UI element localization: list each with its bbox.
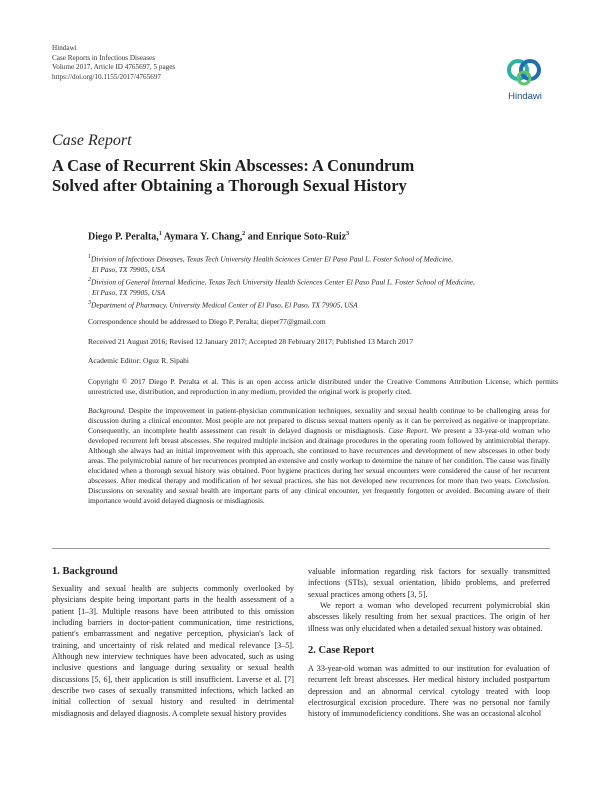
section-heading: 2. Case Report: [308, 645, 375, 656]
title-line: A Case of Recurrent Skin Abscesses: A Conundrum: [52, 156, 415, 175]
section-heading: 1. Background: [52, 566, 118, 577]
publication-dates: Received 21 August 2016; Revised 12 January 2017; Accepted 28 February 2017; Published 13 March 2017: [88, 337, 414, 346]
author-name: and Enrique Soto-Ruiz: [247, 231, 347, 243]
author-name: Aymara Y. Chang,: [163, 231, 243, 243]
affiliation: $^2$Division of General Internal Medicine, Texas Tech University Health Sciences Center El Paso Paul L. Foster School of Medicine, El Paso, TX 79905, USA: [88, 277, 475, 297]
author-list: Diego P. Peralta,$^1$ Aymara Y. Chang,$^2$ and Enrique Soto-Ruiz$^3$: [88, 231, 350, 243]
article-type: Case Report: [52, 132, 132, 149]
paragraph: Sexuality and sexual health are subjects commonly overlooked by physicians despite being important parts in the health assessment of a patient [1–3]. Multiple reasons have been attributed to this omission including barriers in doctor-patient communication, time restrictions, patient's embarrassment and negative perception, physician's lack of training, and uncertainty of risk related and medical relevance [3–5]. Although new interview techniques have been advocated, such as using inclusive questions and language during sexuality or sexual health discussions [5, 6], their application is still insufficient. Laverse et al. [7] describe two cases of sexually transmitted infections, which lacked an initial collection of sexual history and resulted in detrimental misdiagnosis and delayed diagnosis. A complete sexual history provides: [52, 584, 294, 718]
abstract-label: Conclusion.: [514, 476, 550, 486]
affiliation: $^1$Division of Infectious Diseases, Texas Tech University Health Sciences Center El Paso Paul L. Foster School of Medicine, El Paso, TX 79905, USA: [88, 254, 453, 274]
divider: [52, 548, 550, 549]
abstract-label: Case Report.: [388, 426, 429, 436]
abstract: Background. Despite the improvement in patient-physician communication techniques, sexuality and sexual health continue to be challenging areas for discussion during a clinical encounter. Most people are not prepared to discuss sexual matters openly as it can be perceived as negative or inappropriate. Consequently, an incomplete health assessment can result in delayed diagnosis or misdiagnosis. Case Report. We present a 33-year-old woman who developed recurrent left breast abscesses. She required multiple incision and drainage procedures in the operating room followed by antimicrobial therapy. Although she always had an initial improvement with this approach, she continued to have recurrences and development of new abscesses in other body areas. The polymicrobial nature of her recurrences prompted an extensive and costly workup to determine the nature of her condition. The cause was finally elucidated when a thorough sexual history was obtained. Poor hygiene practices during her sexual encounters were considered the cause of her recurrent abscesses. After medical therapy and modification of her sexual practices, she has not developed new recurrences for more than two years. Conclusion. Discussions on sexuality and sexual health are important parts of any clinical encounter, yet frequently forgotten or avoided. Becoming aware of their importance would avoid delayed diagnosis or misdiagnosis.: [88, 406, 551, 506]
logo-wordmark: Hindawi: [508, 91, 542, 102]
correspondence: Correspondence should be addressed to Diego P. Peralta; dieper77@gmail.com: [88, 317, 326, 326]
body-column-left: [52, 583, 294, 719]
body-column-right: [308, 566, 550, 634]
copyright-notice: Copyright © 2017 Diego P. Peralta et al. This is an open access article distributed under the Creative Commons Attribution License, which permits unrestricted use, distribution, and reproduction in any medium, provided the original work is properly cited.: [88, 377, 558, 396]
doi-link[interactable]: https://doi.org/10.1155/2017/4765697: [52, 72, 162, 81]
paragraph: We report a woman who developed recurrent polymicrobial skin abscesses likely resulting from her sexual practices. The origin of her illness was only elucidated when a detailed sexual history was obtained.: [308, 601, 550, 633]
author-name: Diego P. Peralta,: [88, 231, 159, 243]
affiliation: $^3$Department of Pharmacy, University Medical Center of El Paso, El Paso, TX 79905, USA: [88, 300, 358, 310]
abstract-label: Background.: [88, 406, 126, 415]
paragraph: valuable information regarding risk factors for sexually transmitted infections (STIs), sexual orientation, libido problems, and preferred sexual practices among others [3, 5].: [308, 567, 550, 599]
journal-header: [52, 44, 175, 82]
volume-info: Volume 2017, Article ID 4765697, 5 pages: [52, 63, 176, 72]
body-column-right-lower: [308, 663, 550, 720]
paragraph: A 33-year-old woman was admitted to our institution for evaluation of recurrent left breast abscesses. Her medical history included postpartum depression and an abnormal cervical cytology treated with loop electrosurgical excision procedure. There was no personal nor family history of immunodeficiency conditions. She was an occasional alcohol: [308, 664, 550, 719]
academic-editor: Academic Editor: Oguz R. Sipahi: [88, 356, 190, 365]
publisher-name: Hindawi: [52, 44, 77, 52]
journal-name: Case Reports in Infectious Diseases: [52, 53, 155, 62]
title-line: Solved after Obtaining a Thorough Sexual History: [52, 176, 407, 195]
article-title: [52, 156, 492, 196]
